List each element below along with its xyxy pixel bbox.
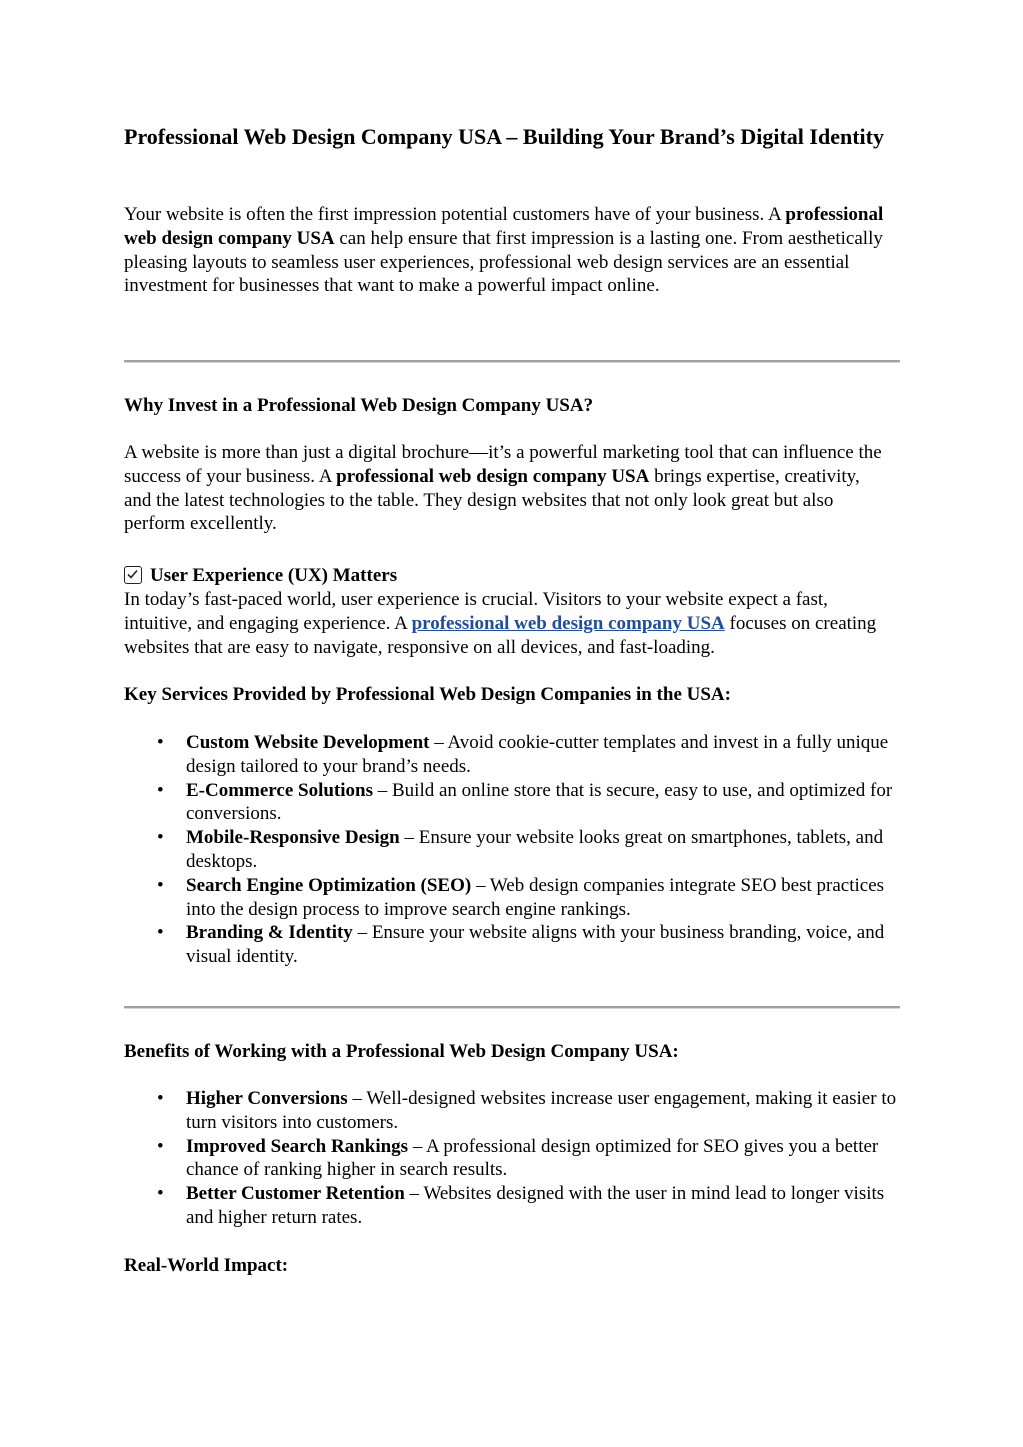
intro-text-1: Your website is often the first impression potential customers have of your business. A: [124, 204, 786, 225]
benefits-list: [124, 1087, 900, 1230]
ux-heading-line: [124, 564, 397, 588]
services-list: [124, 731, 900, 969]
list-item-text: – Websites designed with the user in mind lead to longer visits and higher return rates.: [186, 1183, 885, 1228]
list-item: [124, 779, 900, 827]
list-item-text: – A professional design optimized for SEO gives you a better chance of ranking higher in search results.: [186, 1135, 879, 1181]
bullet-icon: •: [157, 874, 164, 896]
list-item-text: – Ensure your website looks great on smartphones, tablets, and desktops.: [186, 827, 884, 872]
ux-paragraph: [124, 588, 900, 659]
list-item: [124, 826, 900, 874]
list-item-bold: Branding & Identity: [186, 922, 353, 944]
horizontal-rule-1: [124, 360, 900, 363]
list-item: [124, 1182, 900, 1230]
bullet-icon: •: [157, 922, 164, 944]
ux-text-1: In today’s fast-paced world, user experience is crucial. Visitors to your website expect a fast, intuitive, and engaging experience. A: [124, 589, 828, 634]
list-item: [124, 1087, 900, 1135]
bullet-icon: •: [157, 1183, 164, 1205]
impact-heading: Real-World Impact:: [124, 1255, 289, 1276]
bullet-icon: •: [157, 779, 164, 801]
bullet-icon: •: [157, 827, 164, 849]
ux-heading: User Experience (UX) Matters: [150, 565, 398, 586]
list-item-bold: Mobile-Responsive Design: [186, 827, 400, 849]
intro-bold-phrase: professional web design company USA: [124, 204, 884, 249]
why-bold-phrase: professional web design company USA: [336, 465, 650, 487]
ux-text-2: focuses on creating websites that are easy to navigate, responsive on all devices, and fast-loading.: [124, 612, 877, 658]
list-item-bold: Search Engine Optimization (SEO): [186, 874, 472, 896]
list-item-bold: Better Customer Retention: [186, 1183, 405, 1205]
professional-web-design-link[interactable]: professional web design company USA: [411, 612, 725, 634]
list-item-bold: E-Commerce Solutions: [186, 779, 373, 801]
horizontal-rule-2: [124, 1006, 900, 1009]
why-paragraph: [124, 441, 884, 536]
why-text-2: brings expertise, creativity, and the latest technologies to the table. They design websites that not only look great but also perform excellently.: [124, 465, 860, 535]
list-item-text: – Build an online store that is secure, easy to use, and optimized for conversions.: [186, 779, 893, 825]
list-item: [124, 731, 900, 779]
list-item-text: – Web design companies integrate SEO best practices into the design process to improve search engine rankings.: [186, 874, 885, 920]
page-title: Professional Web Design Company USA – Building Your Brand’s Digital Identity: [124, 124, 884, 149]
checkbox-icon: [124, 566, 142, 584]
list-item: [124, 921, 900, 969]
bullet-icon: •: [157, 1135, 164, 1157]
list-item-text: – Avoid cookie-cutter templates and invest in a fully unique design tailored to your brand’s needs.: [186, 732, 889, 777]
intro-text-2: can help ensure that first impression is a lasting one. From aesthetically pleasing layouts to seamless user experiences, professional web design services are an essential investment for businesses that want to make a powerful impact online.: [124, 227, 883, 297]
benefits-heading: Benefits of Working with a Professional Web Design Company USA:: [124, 1041, 679, 1062]
list-item: [124, 874, 900, 922]
why-heading: Why Invest in a Professional Web Design Company USA?: [124, 395, 594, 416]
bullet-icon: •: [157, 732, 164, 753]
list-item-text: – Ensure your website aligns with your business branding, voice, and visual identity.: [186, 922, 885, 968]
list-item-bold: Higher Conversions: [186, 1088, 348, 1109]
list-item-bold: Improved Search Rankings: [186, 1135, 409, 1157]
services-heading: Key Services Provided by Professional Web Design Companies in the USA:: [124, 684, 731, 705]
intro-paragraph: [124, 203, 884, 298]
list-item-bold: Custom Website Development: [186, 732, 430, 753]
list-item-text: – Well-designed websites increase user engagement, making it easier to turn visitors into customers.: [186, 1088, 897, 1133]
bullet-icon: •: [157, 1088, 164, 1109]
why-text-1: A website is more than just a digital brochure—it’s a powerful marketing tool that can influence the success of your business. A: [124, 442, 882, 487]
list-item: [124, 1135, 900, 1183]
